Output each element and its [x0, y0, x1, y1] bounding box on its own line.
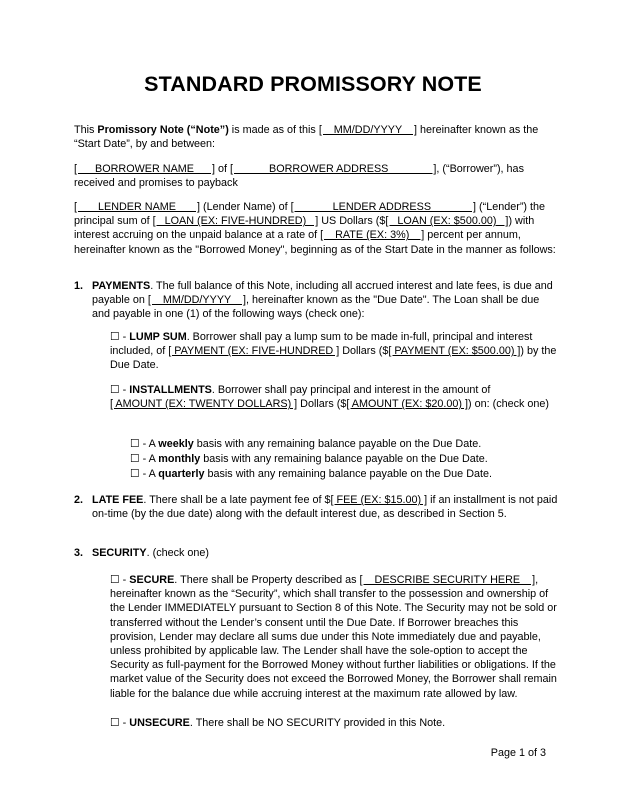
lump-sum-text: ) by the Due Date.: [110, 345, 557, 372]
interest-rate-field[interactable]: [ RATE (EX: 3%) ]: [320, 229, 425, 242]
installments-text: Dollars ($: [297, 398, 347, 411]
borrower-name-field[interactable]: [ BORROWER NAME ]: [74, 163, 215, 175]
installments-text: . Borrower shall pay principal and interest in the amount of: [211, 384, 491, 396]
frequency-text: basis with any remaining balance payable on the Due Date.: [193, 438, 482, 450]
monthly-label: monthly: [158, 453, 201, 465]
frequency-weekly: [130, 437, 560, 451]
due-date-field[interactable]: [ MM/DD/YYYY ]: [147, 294, 247, 307]
frequency-quarterly: [130, 467, 560, 481]
secure-label: SECURE: [129, 574, 175, 586]
lump-sum-label: LUMP SUM: [129, 331, 187, 343]
section-1-heading: PAYMENTS: [92, 280, 151, 292]
secure-text: . There shall be Property described as: [174, 574, 360, 586]
installments-label: INSTALLMENTS: [129, 384, 212, 396]
unsecure-label: UNSECURE: [129, 717, 190, 729]
section-3-number: 3.: [74, 547, 84, 559]
intro-text: This: [74, 124, 98, 136]
unsecure-text: . There shall be NO SECURITY provided in this Note.: [189, 717, 446, 729]
lump-sum-text: Dollars ($: [339, 345, 389, 358]
lender-text: US Dollars ($: [318, 215, 386, 228]
installments-text: ) on: (check one): [468, 398, 550, 411]
frequency-text: basis with any remaining balance payable on the Due Date.: [200, 453, 488, 465]
frequency-text: - A: [139, 438, 159, 450]
start-date-field[interactable]: [ MM/DD/YYYY ]: [318, 124, 418, 136]
section-3-heading: SECURITY: [92, 547, 147, 559]
secure-text: , hereinafter known as the “Security”, which shall transfer to the possession and ownership of the Lender IMMEDIATELY pursuant to Section 8 of this Note. The Security may not be sold or transferred without the Lender’s consent until the Due Date. If Borrower breaches this provision, Lender may declare all sums due under this Note immediately due and payable, unless prohibited by applicable law. The Lender shall have the sole-option to accept the Security as full-payment for the Borrowed Money without further liabilities or obligations. If the market value of the Security does not exceed the Borrowed Money, the Borrower shall remain liable for the balance due while accruing interest at the maximum rate allowed by law.: [110, 574, 557, 700]
installments-checkbox[interactable]: ☐: [110, 384, 120, 396]
section-3-security: [92, 546, 558, 560]
frequency-text: basis with any remaining balance payable on the Due Date.: [204, 468, 492, 480]
option-dash: -: [119, 331, 130, 343]
lump-sum-option: [110, 330, 558, 373]
lender-text: (Lender Name) of: [200, 201, 291, 213]
section-1-number: 1.: [74, 280, 84, 292]
secure-checkbox[interactable]: ☐: [110, 574, 120, 586]
section-1-payments: [92, 279, 558, 322]
installment-amount-field[interactable]: [ AMOUNT (EX: $20.00) ]: [346, 398, 468, 411]
weekly-checkbox[interactable]: ☐: [130, 438, 140, 450]
lump-sum-amount-field[interactable]: [ PAYMENT (EX: $500.00) ]: [388, 345, 521, 358]
note-term: Promissory Note (“Note”): [97, 124, 229, 136]
borrower-address-field[interactable]: [ BORROWER ADDRESS ]: [230, 163, 437, 175]
borrower-text: , (“Borrower”), has received and promises to payback: [74, 163, 524, 190]
section-2-heading: LATE FEE: [92, 494, 144, 506]
lender-text: percent per annum, hereinafter known as the "Borrowed Money", beginning as of the Start Date in the manner as follows:: [74, 229, 556, 256]
installments-option: [110, 383, 558, 411]
intro-text: hereinafter known as the “Start Date”, by and between:: [74, 124, 539, 151]
frequency-text: - A: [139, 468, 159, 480]
lender-name-field[interactable]: [ LENDER NAME ]: [74, 201, 200, 213]
option-dash: -: [119, 384, 130, 396]
loan-amount-field[interactable]: [ LOAN (EX: $500.00) ]: [385, 215, 509, 228]
security-description-field[interactable]: [ DESCRIBE SECURITY HERE ]: [359, 574, 536, 586]
frequency-monthly: [130, 452, 560, 466]
intro-text: is made as of this: [228, 124, 319, 136]
lump-sum-text: . Borrower shall pay a lump sum to be made in-full, principal and interest included, of: [110, 331, 533, 358]
borrower-text: of: [214, 163, 230, 175]
lender-paragraph: [74, 200, 560, 257]
lump-sum-checkbox[interactable]: ☐: [110, 331, 120, 343]
unsecure-checkbox[interactable]: ☐: [110, 717, 120, 729]
installment-words-field[interactable]: [ AMOUNT (EX: TWENTY DOLLARS) ]: [110, 398, 298, 411]
section-1-text: . The full balance of this Note, including all accrued interest and late fees, is due and payable on: [92, 280, 553, 307]
section-2-late-fee: [92, 493, 558, 521]
section-3-text: . (check one): [146, 547, 210, 559]
lender-text: (“Lender”) the principal sum of: [74, 201, 546, 228]
loan-words-field[interactable]: [ LOAN (EX: FIVE-HUNDRED) ]: [152, 215, 319, 228]
section-2-text: . There shall be a late payment fee of $: [143, 494, 331, 506]
borrower-paragraph: [74, 162, 560, 190]
weekly-label: weekly: [158, 438, 194, 450]
section-1-text: , hereinafter known as the "Due Date". The Loan shall be due and payable in one (1) of the following ways (check one):: [92, 294, 540, 321]
page-number: Page 1 of 3: [490, 747, 546, 759]
secure-option: [110, 573, 558, 701]
section-2-number: 2.: [74, 494, 84, 506]
unsecure-option: [110, 716, 558, 730]
lender-address-field[interactable]: [ LENDER ADDRESS ]: [290, 201, 477, 213]
quarterly-label: quarterly: [158, 468, 205, 480]
frequency-text: - A: [139, 453, 159, 465]
late-fee-field[interactable]: [ FEE (EX: $15.00) ]: [330, 494, 428, 506]
quarterly-checkbox[interactable]: ☐: [130, 468, 140, 480]
lump-sum-words-field[interactable]: [ PAYMENT (EX: FIVE-HUNDRED ]: [168, 345, 340, 358]
section-2-text: if an installment is not paid on-time (by the due date) along with the default interest due, as described in Section 5.: [92, 494, 558, 521]
intro-paragraph: [74, 123, 560, 151]
document-title: STANDARD PROMISSORY NOTE: [144, 72, 482, 96]
monthly-checkbox[interactable]: ☐: [130, 453, 140, 465]
option-dash: -: [119, 574, 130, 586]
lender-text: ) with interest accruing on the unpaid balance at a rate of: [74, 215, 535, 242]
option-dash: -: [119, 717, 130, 729]
